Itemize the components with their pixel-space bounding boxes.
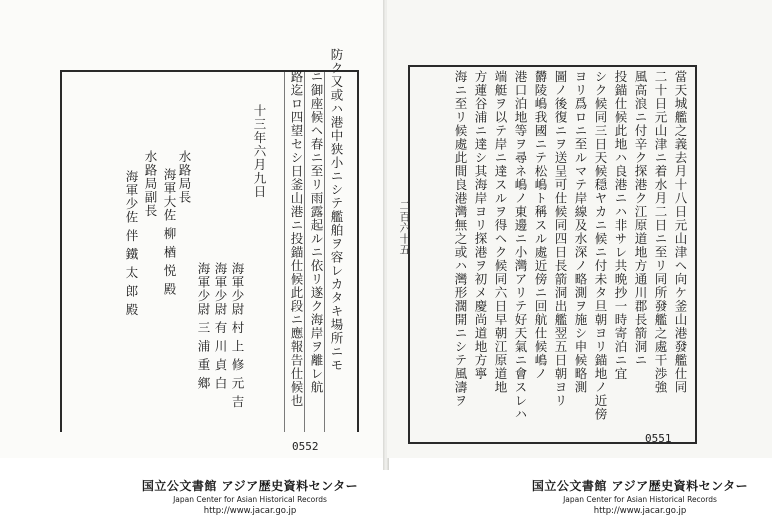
body-column: 圖ノ後復ニヲ送呈可仕候同四日長箭洞出艦翌五日朝ヨリ — [553, 70, 568, 408]
addressee: 海軍少佐 伴 鐵 太 郎 殿 — [124, 170, 139, 317]
addressee: 水路局長 — [177, 150, 192, 204]
body-column: ヨリ爲ロニ至ルマテ岸線及水深ノ略測ヲ施シ申候略測 — [573, 70, 588, 394]
signature: 海軍少尉 有 川 貞 白 — [213, 262, 228, 390]
body-column: シク候同三日天候穏ヤカニ候ニ付未タ旦朝ヨリ錨地ノ近傍 — [593, 70, 608, 421]
body-column: 海ニ至リ候處此間良港灣無之或ハ灣形濶開ニシテ風濤ヲ — [453, 70, 468, 408]
archive-name-english: Japan Center for Asian Historical Records — [563, 495, 717, 504]
left-document-page — [0, 0, 385, 458]
archive-url[interactable]: http://www.jacar.go.jp — [593, 506, 687, 516]
signature: 海軍少尉 三 浦 重 鄉 — [196, 262, 211, 390]
archive-name: 国立公文書館 アジア歴史資料センター — [531, 479, 749, 493]
body-column: 方蓮谷浦ニ達シ其海岸ヨリ探港ヲ初メ慶尚道地方寧 — [473, 70, 488, 381]
body-column: 二十日元山津ニ着水月二日ニ至リ同所發艦之處干渉強 — [653, 70, 668, 394]
body-column: 防ク又或ハ港中狭小ニシテ艦舶ヲ容レカタキ場所ニモ — [329, 48, 344, 372]
addressee: 水路局副長 — [143, 150, 158, 218]
archive-url[interactable]: http://www.jacar.go.jp — [203, 506, 297, 516]
body-column: 當天城艦之義去月十八日元山津ヘ向ケ釜山港發艦仕同 — [673, 70, 688, 394]
archive-footer-right — [490, 477, 772, 516]
body-column: 欝陵嶋我國ニテ松嶋ト稱スル處近傍ニ回航仕候嶋ノ — [533, 70, 548, 381]
margin-note: 二百六十五 — [398, 200, 411, 255]
signature: 海軍少尉 村 上 修 元 吉 — [230, 262, 245, 409]
body-column: ニ御座候ヘ春ニ至リ雨露起ルニ依リ遂ク海岸ヲ離レ航 — [309, 70, 324, 394]
body-column: 端艇ヲ以テ岸ニ達スルヲ得ヘク候同六日早朝江原道地 — [493, 70, 508, 394]
addressee: 海軍大佐 柳 楢 悦 殿 — [162, 168, 177, 296]
body-column: 投錨仕候此地ハ良港ニハ非サレ共晩抄一時寄泊ニ宜 — [613, 70, 628, 381]
archive-name-english: Japan Center for Asian Historical Records — [173, 495, 327, 504]
page-number: 0551 — [645, 432, 672, 445]
date-column: 十三年六月九日 — [252, 104, 267, 199]
body-column: 路迄ロ四望セシ日釜山港ニ投錨仕候此段ニ應報告仕候也 — [289, 70, 304, 408]
body-column: 風高浪ニ付辛ク探港ク江原道地方通川郡長箭洞ニ — [633, 70, 648, 367]
archive-footer-left — [100, 477, 400, 516]
archive-name: 国立公文書館 アジア歴史資料センター — [141, 479, 359, 493]
body-column: 港口泊地等ヲ尋ネ嶋ノ東邊ニ小灣アリテ好天氣ニ會スレハ — [513, 70, 528, 421]
page-number: 0552 — [292, 440, 319, 453]
